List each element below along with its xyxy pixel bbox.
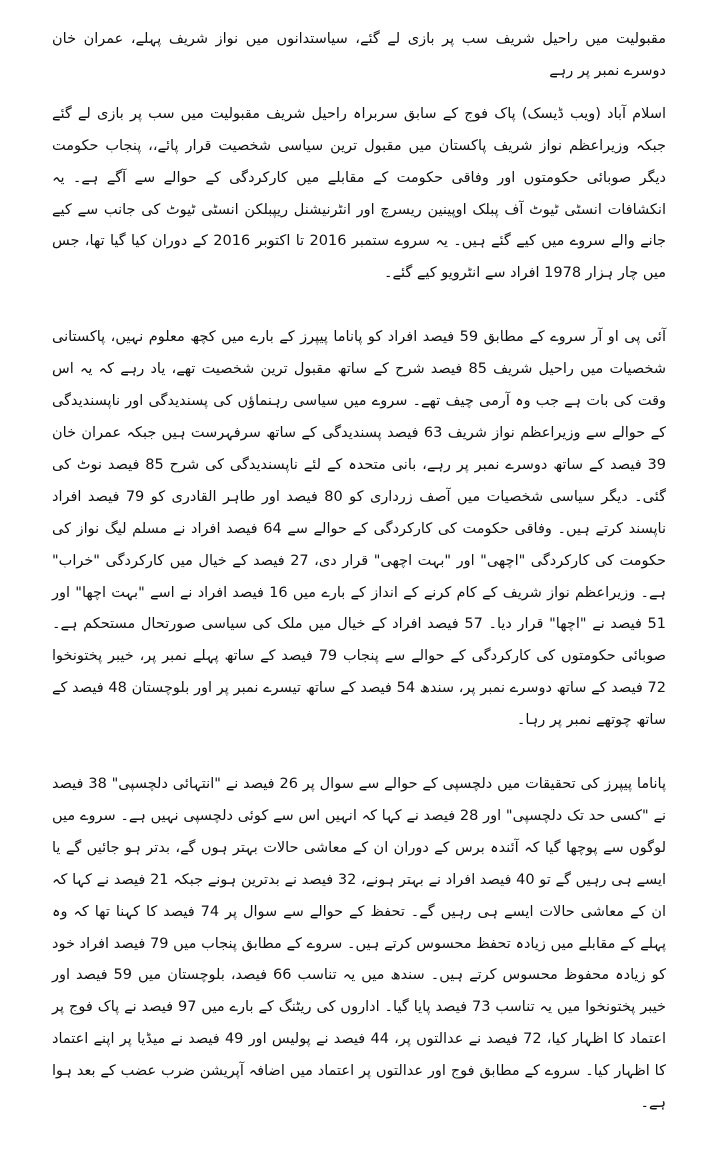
paragraph-panama-and-institutions: پاناما پیپرز کی تحقیقات میں دلچسپی کے حوالے سے سوال پر 26 فیصد نے "انتہائی دلچسپی" 38 فیصد نے "کسی حد تک دلچسپی" اور 28 فیصد نے کہا کہ انہیں اس سے کوئی دلچسپی نہیں ہے۔ سروے میں لوگوں سے پوچھا گیا کہ آئندہ برس کے دوران ان کے معاشی حالات بہتر ہوں گے، بدتر ہو جائیں گے یا ایسے ہی رہیں گے تو 40 فیصد افراد نے بہتر ہونے، 32 فیصد نے بدترین ہونے جبکہ 21 فیصد نے کہا کہ ان کے معاشی حالات ایسے ہی رہیں گے۔ تحفظ کے حوالے سے سوال پر 74 فیصد کا کہنا تھا کہ وہ پہلے کے مقابلے میں زیادہ تحفظ محسوس کرتے ہیں۔ سروے کے مطابق پنجاب میں 79 فیصد افراد خود کو زیادہ محفوظ محسوس کرتے ہیں۔ سندھ میں یہ تناسب 66 فیصد، بلوچستان میں 59 فیصد اور خیبر پختونخوا میں یہ تناسب 73 فیصد پایا گیا۔ اداروں کی ریٹنگ کے بارے میں 97 فیصد نے پاک فوج پر اعتماد کا اظہار کیا، 72 فیصد نے عدالتوں پر، 44 فیصد نے پولیس اور 49 فیصد نے میڈیا پر اپنے اعتماد کا اظہار کیا۔ سروے کے مطابق فوج اور عدالتوں پر اعتماد میں اضافہ آپریشن ضرب عضب کے بعد ہوا ہے۔ xyxy=(52,776,667,1112)
article-body xyxy=(52,24,666,1120)
paragraph-intro: اسلام آباد (ویب ڈیسک) پاک فوج کے سابق سربراہ راحیل شریف مقبولیت میں سب پر بازی لے گئے جبکہ وزیراعظم نواز شریف پاکستان میں مقبول ترین سیاسی شخصیت قرار پائے،، پنجاب حکومت دیگر صوبائی حکومتوں اور وفاقی حکومت کے مقابلے میں کارکردگی کے حوالے سے آگے ہے۔ یہ انکشافات انسٹی ٹیوٹ آف پبلک اوپینین ریسرچ اور انٹرنیشنل ریپبلکن انسٹی ٹیوٹ کی جانب سے کیے جانے والے سروے میں کیے گئے ہیں۔ یہ سروے ستمبر 2016 تا اکتوبر 2016 کے دوران کیا گیا تھا، جس میں چار ہزار 1978 افراد سے انٹرویو کیے گئے۔ xyxy=(52,105,666,282)
paragraph-survey-findings: آئی پی او آر سروے کے مطابق 59 فیصد افراد کو پاناما پیپرز کے بارے میں کچھ معلوم نہیں، پاکستانی شخصیات میں راحیل شریف 85 فیصد شرح کے ساتھ مقبول ترین شخصیت تھے، یاد رہے کہ یہ اس وقت کی بات ہے جب وہ آرمی چیف تھے۔ سروے میں سیاسی رہنماؤں کی پسندیدگی اور ناپسندیدگی کے حوالے سے وزیراعظم نواز شریف 63 فیصد پسندیدگی کے ساتھ سرفہرست ہیں جبکہ عمران خان 39 فیصد کے ساتھ دوسرے نمبر پر رہے، بانی متحدہ کے لئے ناپسندیدگی کی شرح 85 فیصد نوٹ کی گئی۔ دیگر سیاسی شخصیات میں آصف زرداری کو 80 فیصد اور طاہر القادری کو 79 فیصد افراد ناپسند کرتے ہیں۔ وفاقی حکومت کی کارکردگی کے حوالے سے 64 فیصد افراد نے مسلم لیگ نواز کی حکومت کی کارکردگی "اچھی" اور "بہت اچھی" قرار دی، 27 فیصد کے خیال میں کارکردگی "خراب" ہے۔ وزیراعظم نواز شریف کے کام کرنے کے انداز کے بارے میں 16 فیصد افراد نے اسے "بہت اچھا" اور 51 فیصد نے "اچھا" قرار دیا۔ 57 فیصد افراد کے خیال میں ملک کی سیاسی صورتحال مستحکم ہے۔ صوبائی حکومتوں کی کارکردگی کے حوالے سے پنجاب 79 فیصد کے ساتھ پہلے نمبر پر، خیبر پختونخوا 72 فیصد کے ساتھ دوسرے نمبر پر، سندھ 54 فیصد کے ساتھ تیسرے نمبر پر اور بلوچستان 48 فیصد کے ساتھ چوتھے نمبر پر رہا۔ xyxy=(52,329,666,729)
article-headline: مقبولیت میں راحیل شریف سب پر بازی لے گئے، سیاستدانوں میں نواز شریف پہلے، عمران خان دوسرے نمبر پر رہے xyxy=(52,31,666,79)
